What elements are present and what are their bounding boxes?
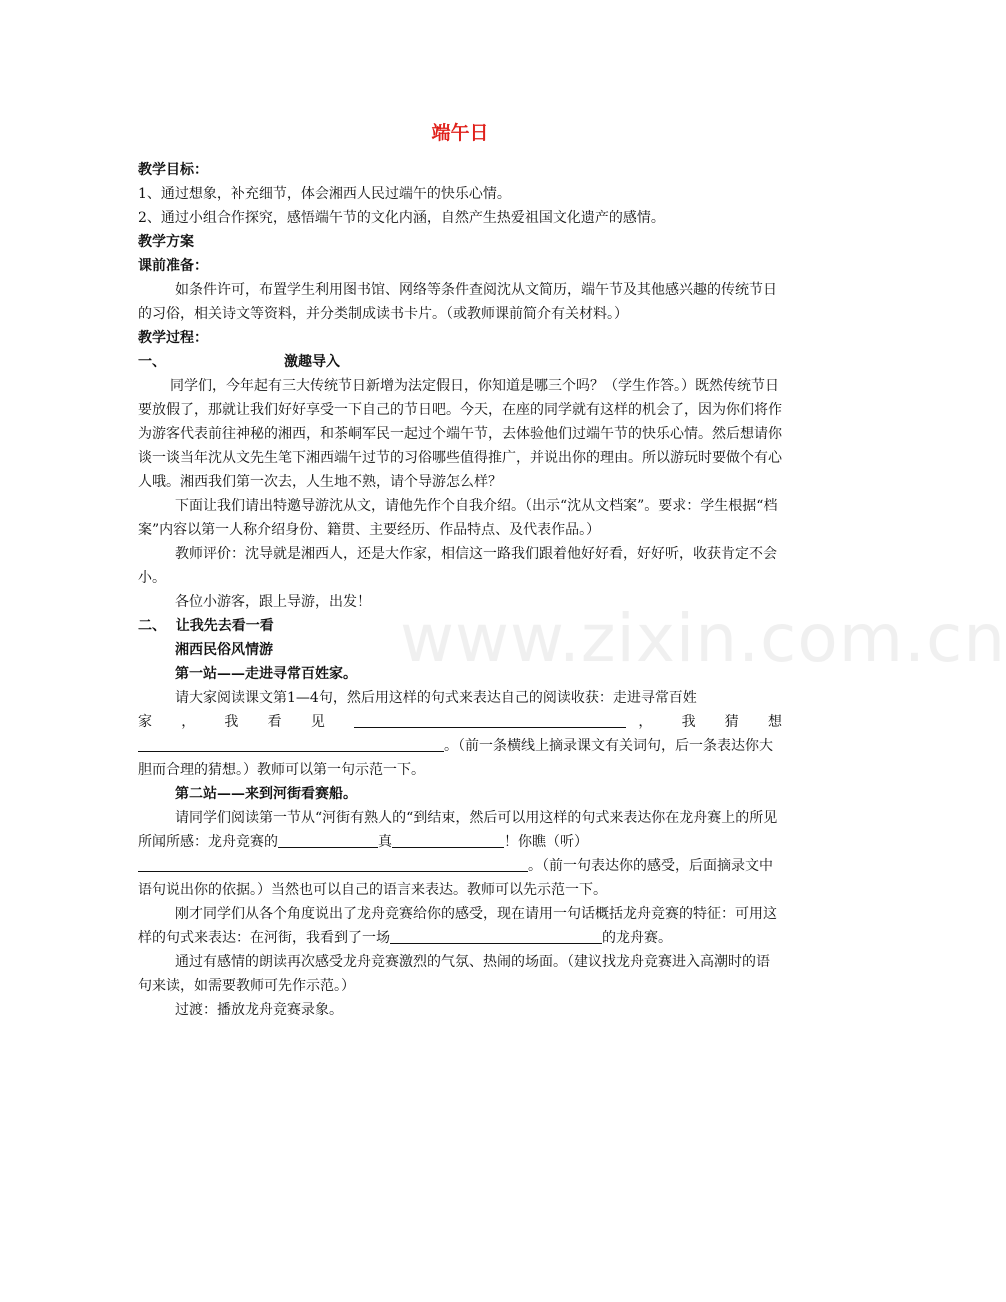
- fill-word: 看: [267, 714, 294, 730]
- fill-word: 我: [681, 714, 708, 730]
- fill-blank-underline: [138, 855, 528, 872]
- fill-word: 想: [768, 714, 782, 730]
- station-2-text-c: ！你瞧（听）: [504, 834, 588, 850]
- station-2-paragraph-1: [138, 806, 782, 902]
- document-title: 端午日: [431, 122, 489, 144]
- station-1-paragraph-intro: 请大家阅读课文第1—4句，然后用这样的句式来表达自己的阅读收获：走进寻常百姓: [175, 690, 697, 706]
- section-2-number: 二、: [138, 618, 166, 634]
- station-2-paragraph-3: 通过有感情的朗读再次感受龙舟竞赛激烈的气氛、热闹的场面。（建议找龙舟竞赛进入高潮时的语句来读，如需要教师可先作示范。）: [138, 954, 770, 994]
- fill-blank-underline: [390, 927, 602, 944]
- station-2-paragraph-2: [138, 902, 782, 950]
- fill-blank-underline: [278, 831, 378, 848]
- station-2-summary-tail: 的龙舟赛。: [602, 930, 672, 946]
- fill-word: 家: [138, 714, 165, 730]
- goal-item-2: 2、通过小组合作探究，感悟端午节的文化内涵，自然产生热爱祖国文化遗产的感情。: [138, 210, 665, 226]
- document-page: [138, 118, 782, 1022]
- section-1-heading: [138, 350, 782, 374]
- fill-blank-underline: [138, 735, 444, 752]
- station-2-text-a: 请同学们阅读第一节从“河街有熟人的“到结束，然后可以用这样的句式来表达你在龙舟赛上的所见所闻所感：龙舟竞赛的: [138, 810, 778, 850]
- fill-word: 我: [224, 714, 251, 730]
- section-1-paragraph-3: 教师评价：沈导就是湘西人，还是大作家，相信这一路我们跟着他好好看，好好听，收获肯定不会小。: [138, 546, 777, 586]
- fill-blank-underline: [354, 711, 626, 728]
- fill-blank-underline: [392, 831, 504, 848]
- goal-item-1: 1、通过想象，补充细节，体会湘西人民过端午的快乐心情。: [138, 186, 511, 202]
- station-1-paragraph-tail: 。（前一条横线上摘录课文有关词句，后一条表达你大胆而合理的猜想。）教师可以第一句示范一下。: [138, 738, 773, 778]
- plan-heading: 教学方案: [138, 234, 194, 250]
- fill-word: ，: [181, 714, 208, 730]
- station-2-title: 第二站——来到河街看赛船。: [175, 786, 357, 802]
- section-1-paragraph-2: 下面让我们请出特邀导游沈从文，请他先作个自我介绍。（出示“沈从文档案”。要求：学生根据“档案”内容以第一人称介绍身份、籍贯、主要经历、作品特点、及代表作品。）: [138, 498, 778, 538]
- station-2-text-b: 真: [378, 834, 392, 850]
- station-2-text-d: 。（前一句表达你的感受，后面摘录文中语句说出你的依据。）当然也可以自己的语言来表达。教师可以先示范一下。: [138, 858, 773, 898]
- section-1-paragraph-1: 同学们，今年起有三大传统节日新增为法定假日，你知道是哪三个吗？（学生作答。）既然传统节日要放假了，那就让我们好好享受一下自己的节日吧。今天，在座的同学就有这样的机会了，因为你们将作为游客代表前往神秘的湘西，和茶峒军民一起过个端午节，去体验他们过端午节的快乐心情。然后想请你谈一谈当年沈从文先生笔下湘西端午过节的习俗哪些值得推广，并说出你的理由。所以游玩时要做个有心人哦。湘西我们第一次去，人生地不熟，请个导游怎么样？: [138, 378, 782, 490]
- station-2-paragraph-4: 过渡：播放龙舟竞赛录象。: [175, 1002, 343, 1018]
- section-1-title: 激趣导入: [284, 354, 340, 370]
- section-2-title: 让我先去看一看: [175, 618, 274, 634]
- prep-heading: 课前准备：: [138, 258, 208, 274]
- section-1-paragraph-4: 各位小游客，跟上导游，出发！: [175, 594, 371, 610]
- section-1-number: 一、: [138, 354, 166, 370]
- fill-word: 见: [310, 714, 338, 730]
- goals-heading: 教学目标：: [138, 162, 208, 178]
- prep-paragraph: 如条件许可，布置学生利用图书馆、网络等条件查阅沈从文简历，端午节及其他感兴趣的传统节日的习俗，相关诗文等资料，并分类制成读书卡片。（或教师课前简介有关材料。）: [138, 282, 777, 322]
- fill-word: ，: [626, 714, 665, 730]
- fill-word: 猜: [724, 714, 752, 730]
- station-2-summary-text: 刚才同学们从各个角度说出了龙舟竞赛给你的感受，现在请用一句话概括龙舟竞赛的特征：可用这样的句式来表达：在河街，我看到了一场: [138, 906, 777, 946]
- process-heading: 教学过程：: [138, 330, 208, 346]
- watermark-text: www.zixin.com.cn: [400, 600, 1006, 677]
- station-1-paragraph-rest: [138, 734, 782, 782]
- section-2-heading: [138, 614, 782, 638]
- station-1-fill-line: [138, 710, 782, 734]
- section-2-subtitle: 湘西民俗风情游: [175, 642, 273, 658]
- station-1-title: 第一站——走进寻常百姓家。: [175, 666, 357, 682]
